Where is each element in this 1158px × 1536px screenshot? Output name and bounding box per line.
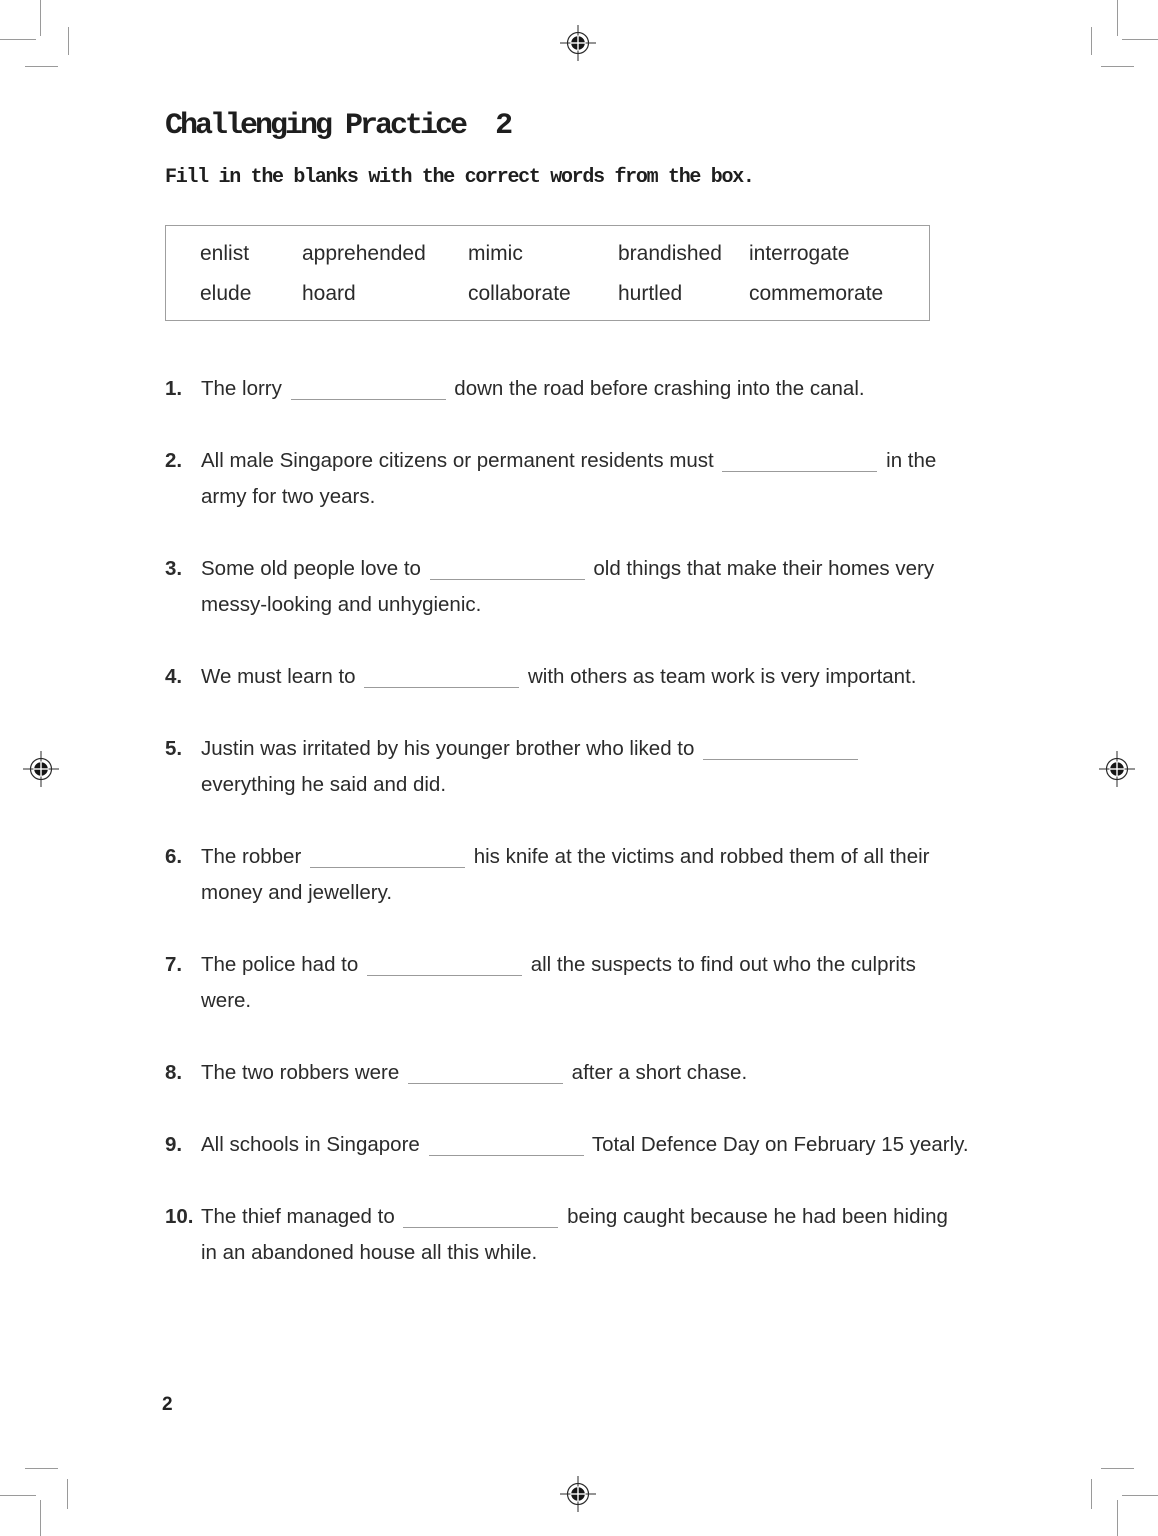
question-line-1 (201, 737, 861, 760)
answer-blank (408, 1064, 563, 1085)
question-number: 4. (165, 665, 183, 688)
question-text (201, 839, 929, 911)
answer-blank (429, 1136, 584, 1157)
question-number: 6. (165, 845, 183, 868)
word-option: apprehended (302, 242, 426, 265)
question-text-before: We must learn to (201, 665, 356, 688)
question-text-before: Justin was irritated by his younger brother who liked to (201, 737, 695, 760)
question-number: 10. (165, 1205, 194, 1228)
question-line-1 (201, 665, 916, 688)
question-line-2: in an abandoned house all this while. (201, 1241, 538, 1264)
word-option: enlist (200, 242, 250, 265)
question-text-before: All schools in Singapore (201, 1133, 420, 1156)
question-text-after: in the (886, 449, 937, 472)
question-line-2: army for two years. (201, 485, 376, 508)
question-number: 7. (165, 953, 183, 976)
word-option: collaborate (468, 282, 571, 305)
answer-blank (722, 452, 877, 473)
answer-blank (430, 560, 585, 581)
question-text-before: The two robbers were (201, 1061, 400, 1084)
question-line-1 (201, 449, 936, 472)
answer-blank (403, 1208, 558, 1229)
question-text-before: The robber (201, 845, 302, 868)
crop-mark (68, 27, 69, 55)
crop-mark (1117, 1500, 1118, 1536)
question-item (165, 947, 1005, 1019)
registration-target-icon (560, 1476, 596, 1512)
question-item (165, 659, 1005, 695)
question-number: 2. (165, 449, 183, 472)
word-option: hoard (302, 282, 356, 305)
crop-mark (40, 0, 41, 36)
question-line-1 (201, 557, 934, 580)
answer-blank (364, 668, 519, 689)
question-line-1 (201, 377, 865, 400)
question-text-after: Total Defence Day on February 15 yearly. (591, 1133, 969, 1156)
crop-mark (25, 1468, 58, 1469)
question-number: 3. (165, 557, 183, 580)
crop-mark (1101, 66, 1134, 67)
question-item (165, 1055, 1005, 1091)
question-text (201, 659, 916, 695)
question-text (201, 1055, 747, 1091)
question-number: 5. (165, 737, 183, 760)
word-option: mimic (468, 242, 523, 265)
crop-mark (1091, 1479, 1092, 1509)
question-text (201, 1127, 969, 1163)
word-box-row (200, 274, 929, 314)
question-text (201, 731, 861, 803)
question-line-2: everything he said and did. (201, 773, 447, 796)
question-text-before: The thief managed to (201, 1205, 395, 1228)
question-text (201, 443, 936, 515)
question-text-after: down the road before crashing into the canal. (454, 377, 865, 400)
question-text-after: all the suspects to find out who the culprits (530, 953, 916, 976)
page-number: 2 (162, 1394, 173, 1415)
question-text-after: old things that make their homes very (593, 557, 935, 580)
registration-mark-left (23, 751, 59, 787)
question-line-2: were. (201, 989, 252, 1012)
question-item (165, 551, 1005, 623)
question-item (165, 443, 1005, 515)
page-title: Challenging Practice 2 (165, 109, 511, 143)
question-item (165, 731, 1005, 803)
question-text (201, 551, 934, 623)
word-box-row (200, 234, 929, 274)
question-item (165, 1199, 1005, 1271)
crop-mark (25, 66, 58, 67)
question-text-before: All male Singapore citizens or permanent residents must (201, 449, 714, 472)
crop-mark (1091, 27, 1092, 55)
crop-mark (1117, 0, 1118, 36)
word-option: commemorate (749, 282, 884, 305)
word-option: elude (200, 282, 252, 305)
question-line-1 (201, 953, 916, 976)
answer-blank (291, 380, 446, 401)
question-text (201, 371, 865, 407)
question-line-1 (201, 1205, 948, 1228)
question-text-after: with others as team work is very important. (527, 665, 917, 688)
question-line-2: money and jewellery. (201, 881, 393, 904)
instruction-text: Fill in the blanks with the correct words from the box. (165, 166, 754, 189)
word-option: hurtled (618, 282, 683, 305)
crop-mark (1122, 39, 1158, 40)
crop-mark (67, 1479, 68, 1509)
question-line-1 (201, 1133, 969, 1156)
registration-mark-top (560, 25, 596, 61)
question-text (201, 947, 916, 1019)
question-line-1 (201, 845, 929, 868)
crop-mark (1101, 1468, 1134, 1469)
question-item (165, 839, 1005, 911)
question-text-after: his knife at the victims and robbed them of all their (473, 845, 930, 868)
registration-target-icon (1099, 751, 1135, 787)
question-text-after: after a short chase. (571, 1061, 748, 1084)
crop-mark (40, 1500, 41, 1536)
word-box (165, 225, 930, 321)
question-number: 9. (165, 1133, 183, 1156)
question-number: 1. (165, 377, 183, 400)
question-text-before: The lorry (201, 377, 282, 400)
worksheet-content (165, 110, 1005, 1307)
registration-mark-right (1099, 751, 1135, 787)
question-number: 8. (165, 1061, 183, 1084)
crop-mark (1122, 1495, 1158, 1496)
answer-blank (367, 956, 522, 977)
question-text-after: being caught because he had been hiding (567, 1205, 948, 1228)
crop-mark (0, 1495, 36, 1496)
registration-mark-bottom (560, 1476, 596, 1512)
question-text (201, 1199, 948, 1271)
registration-target-icon (23, 751, 59, 787)
question-text-before: Some old people love to (201, 557, 421, 580)
registration-target-icon (560, 25, 596, 61)
answer-blank (310, 848, 465, 869)
answer-blank (703, 740, 858, 761)
word-option: interrogate (749, 242, 850, 265)
question-text-before: The police had to (201, 953, 359, 976)
question-item (165, 371, 1005, 407)
word-option: brandished (618, 242, 722, 265)
question-item (165, 1127, 1005, 1163)
question-list (165, 371, 1005, 1271)
question-line-1 (201, 1061, 747, 1084)
question-line-2: messy-looking and unhygienic. (201, 593, 482, 616)
crop-mark (0, 39, 36, 40)
